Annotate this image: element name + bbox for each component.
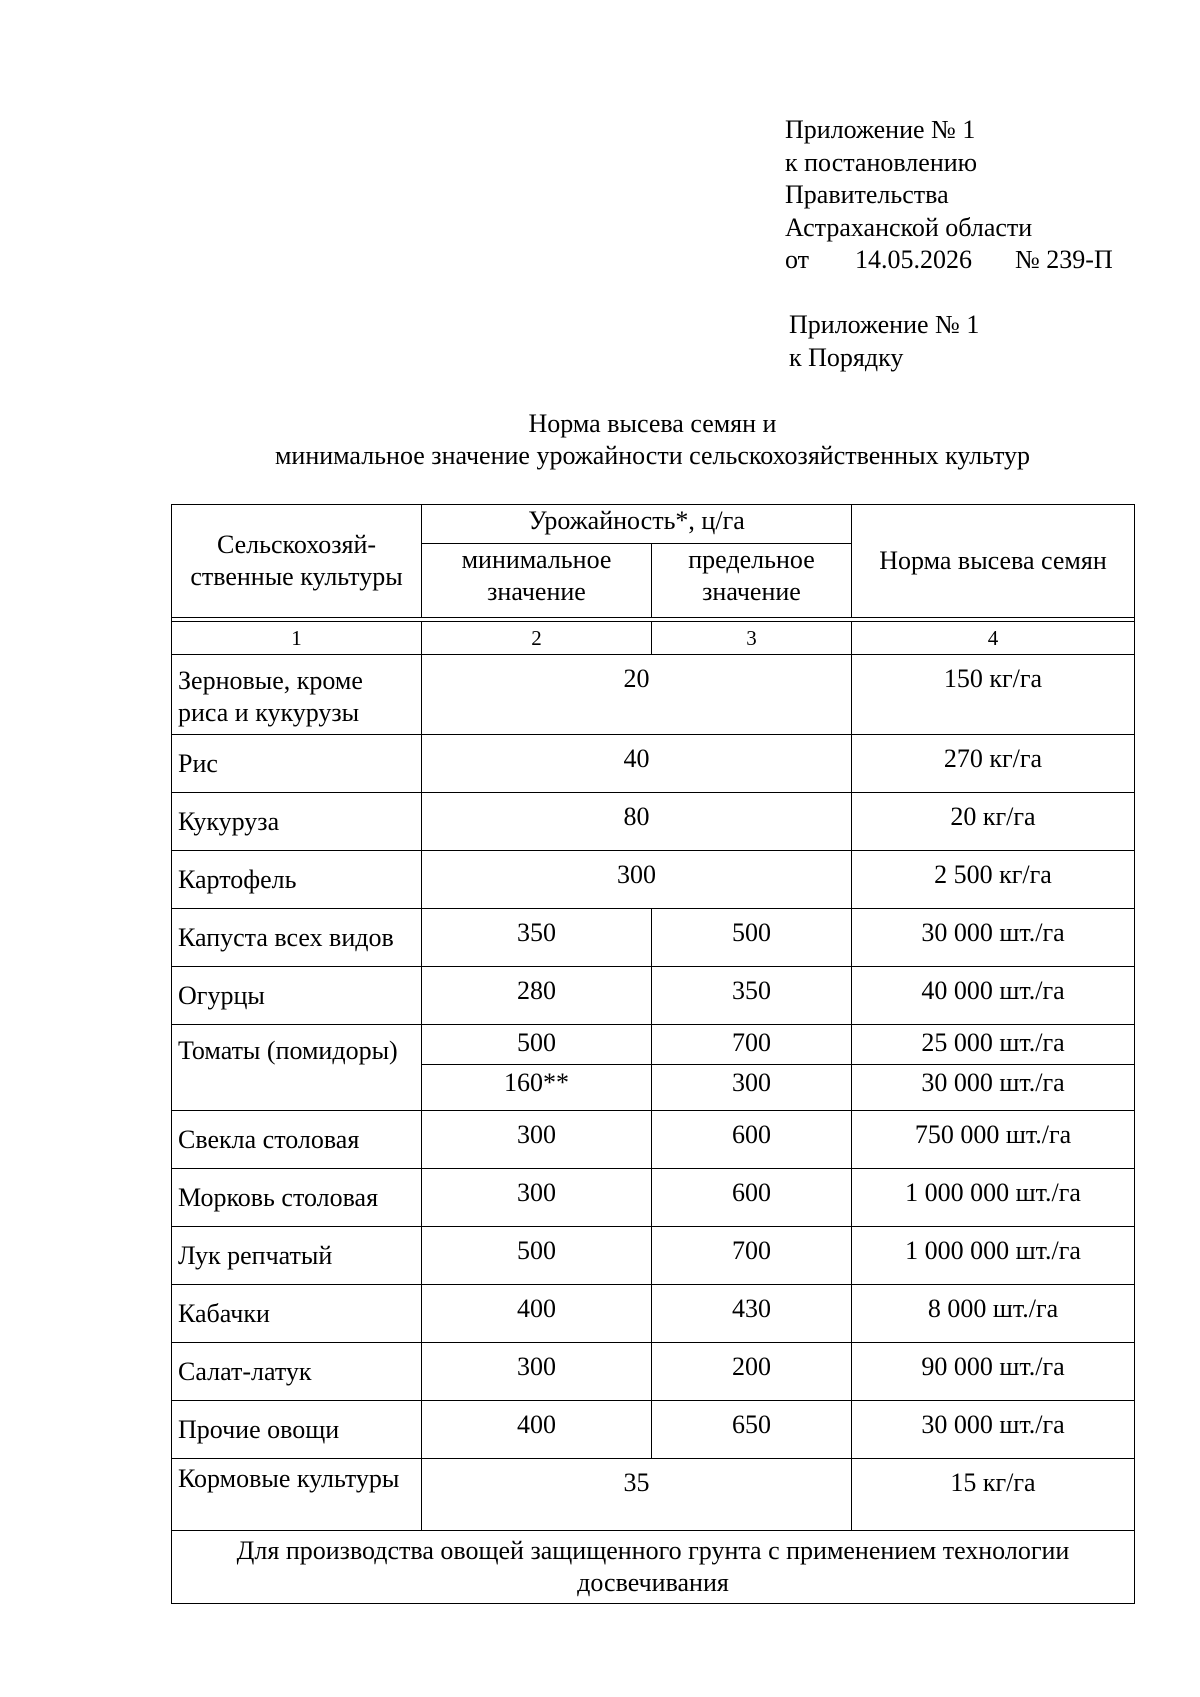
header-line: Астраханской области <box>785 212 1033 242</box>
column-number-row <box>172 622 1135 655</box>
crop-name: Огурцы <box>172 967 422 1025</box>
table-row <box>172 1025 1135 1065</box>
approval-header <box>785 114 1113 277</box>
crop-name: Рис <box>172 735 422 793</box>
table-row <box>172 1227 1135 1285</box>
seeding-rate: 30 000 шт./га <box>852 1065 1135 1111</box>
min-yield: 300 <box>422 1343 652 1401</box>
min-yield: 400 <box>422 1401 652 1459</box>
table-row <box>172 655 1135 735</box>
table-row <box>172 1285 1135 1343</box>
date-prefix: от <box>785 245 810 274</box>
min-yield: 400 <box>422 1285 652 1343</box>
limit-yield: 600 <box>652 1111 852 1169</box>
seeding-rate: 30 000 шт./га <box>852 1401 1135 1459</box>
seeding-rate: 1 000 000 шт./га <box>852 1169 1135 1227</box>
min-yield: 500 <box>422 1025 652 1065</box>
header-line: Приложение № 1 <box>785 115 976 144</box>
table-row <box>172 793 1135 851</box>
crop-name: Салат-латук <box>172 1343 422 1401</box>
min-yield: 160** <box>422 1065 652 1111</box>
limit-yield: 300 <box>652 1065 852 1111</box>
seeding-rate: 15 кг/га <box>852 1459 1135 1531</box>
seeding-rate: 30 000 шт./га <box>852 909 1135 967</box>
table-row <box>172 735 1135 793</box>
crop-name: Свекла столовая <box>172 1111 422 1169</box>
seeding-rate: 90 000 шт./га <box>852 1343 1135 1401</box>
seeding-rate: 20 кг/га <box>852 793 1135 851</box>
crop-name: Кабачки <box>172 1285 422 1343</box>
decree-date: 14.05.2026 <box>855 245 972 274</box>
header-yield: Урожайность*, ц/га <box>422 505 852 544</box>
limit-yield: 200 <box>652 1343 852 1401</box>
seeding-rate: 270 кг/га <box>852 735 1135 793</box>
seeding-rate: 8 000 шт./га <box>852 1285 1135 1343</box>
table-row <box>172 1459 1135 1531</box>
yield-value: 35 <box>422 1459 852 1531</box>
limit-yield: 430 <box>652 1285 852 1343</box>
seeding-rate: 25 000 шт./га <box>852 1025 1135 1065</box>
crop-name: Морковь столовая <box>172 1169 422 1227</box>
header-min-value: минимальное значение <box>422 544 652 618</box>
seeding-yield-table <box>171 504 1135 1604</box>
seeding-rate: 750 000 шт./га <box>852 1111 1135 1169</box>
crop-name: Томаты (помидоры) <box>172 1025 422 1111</box>
yield-value: 80 <box>422 793 852 851</box>
header-limit-value: предельное значение <box>652 544 852 618</box>
header-crops: Сельскохозяй-ственные культуры <box>172 505 422 618</box>
limit-yield: 700 <box>652 1025 852 1065</box>
column-number: 4 <box>852 622 1135 655</box>
crop-name: Кукуруза <box>172 793 422 851</box>
yield-value: 300 <box>422 851 852 909</box>
title-line-2: минимальное значение урожайности сельскохозяйственных культур <box>274 441 1031 470</box>
limit-yield: 500 <box>652 909 852 967</box>
crop-name: Зерновые, кроме риса и кукурузы <box>172 655 422 735</box>
table-row <box>172 1343 1135 1401</box>
sub-header-line: к Порядку <box>789 342 904 372</box>
seeding-rate: 2 500 кг/га <box>852 851 1135 909</box>
crop-name: Прочие овощи <box>172 1401 422 1459</box>
decree-number: № 239-П <box>1015 245 1113 274</box>
min-yield: 350 <box>422 909 652 967</box>
crop-name: Кормовые культуры <box>172 1459 422 1531</box>
table-row <box>172 851 1135 909</box>
seeding-rate: 1 000 000 шт./га <box>852 1227 1135 1285</box>
table-row <box>172 1111 1135 1169</box>
order-appendix-header <box>789 309 979 374</box>
table-row <box>172 1401 1135 1459</box>
crop-name: Лук репчатый <box>172 1227 422 1285</box>
header-line: Правительства <box>785 180 949 209</box>
document-title <box>160 408 1145 472</box>
yield-value: 20 <box>422 655 852 735</box>
limit-yield: 600 <box>652 1169 852 1227</box>
limit-yield: 350 <box>652 967 852 1025</box>
yield-value: 40 <box>422 735 852 793</box>
table-header-row <box>172 505 1135 544</box>
min-yield: 300 <box>422 1111 652 1169</box>
crop-name: Капуста всех видов <box>172 909 422 967</box>
crop-name: Картофель <box>172 851 422 909</box>
min-yield: 500 <box>422 1227 652 1285</box>
seeding-rate: 150 кг/га <box>852 655 1135 735</box>
header-seeding-rate: Норма высева семян <box>852 505 1135 618</box>
seeding-rate: 40 000 шт./га <box>852 967 1135 1025</box>
title-line-1: Норма высева семян и <box>528 409 777 438</box>
table-row <box>172 909 1135 967</box>
column-number: 3 <box>652 622 852 655</box>
column-number: 1 <box>172 622 422 655</box>
column-number: 2 <box>422 622 652 655</box>
table-note-row <box>172 1531 1135 1604</box>
min-yield: 280 <box>422 967 652 1025</box>
header-line: к постановлению <box>785 147 978 177</box>
table-row <box>172 967 1135 1025</box>
greenhouse-note: Для производства овощей защищенного грунта с применением технологии досвечивания <box>172 1531 1135 1604</box>
table-row <box>172 1169 1135 1227</box>
limit-yield: 700 <box>652 1227 852 1285</box>
limit-yield: 650 <box>652 1401 852 1459</box>
decree-date-line <box>785 244 1113 277</box>
min-yield: 300 <box>422 1169 652 1227</box>
sub-header-line: Приложение № 1 <box>789 310 980 339</box>
